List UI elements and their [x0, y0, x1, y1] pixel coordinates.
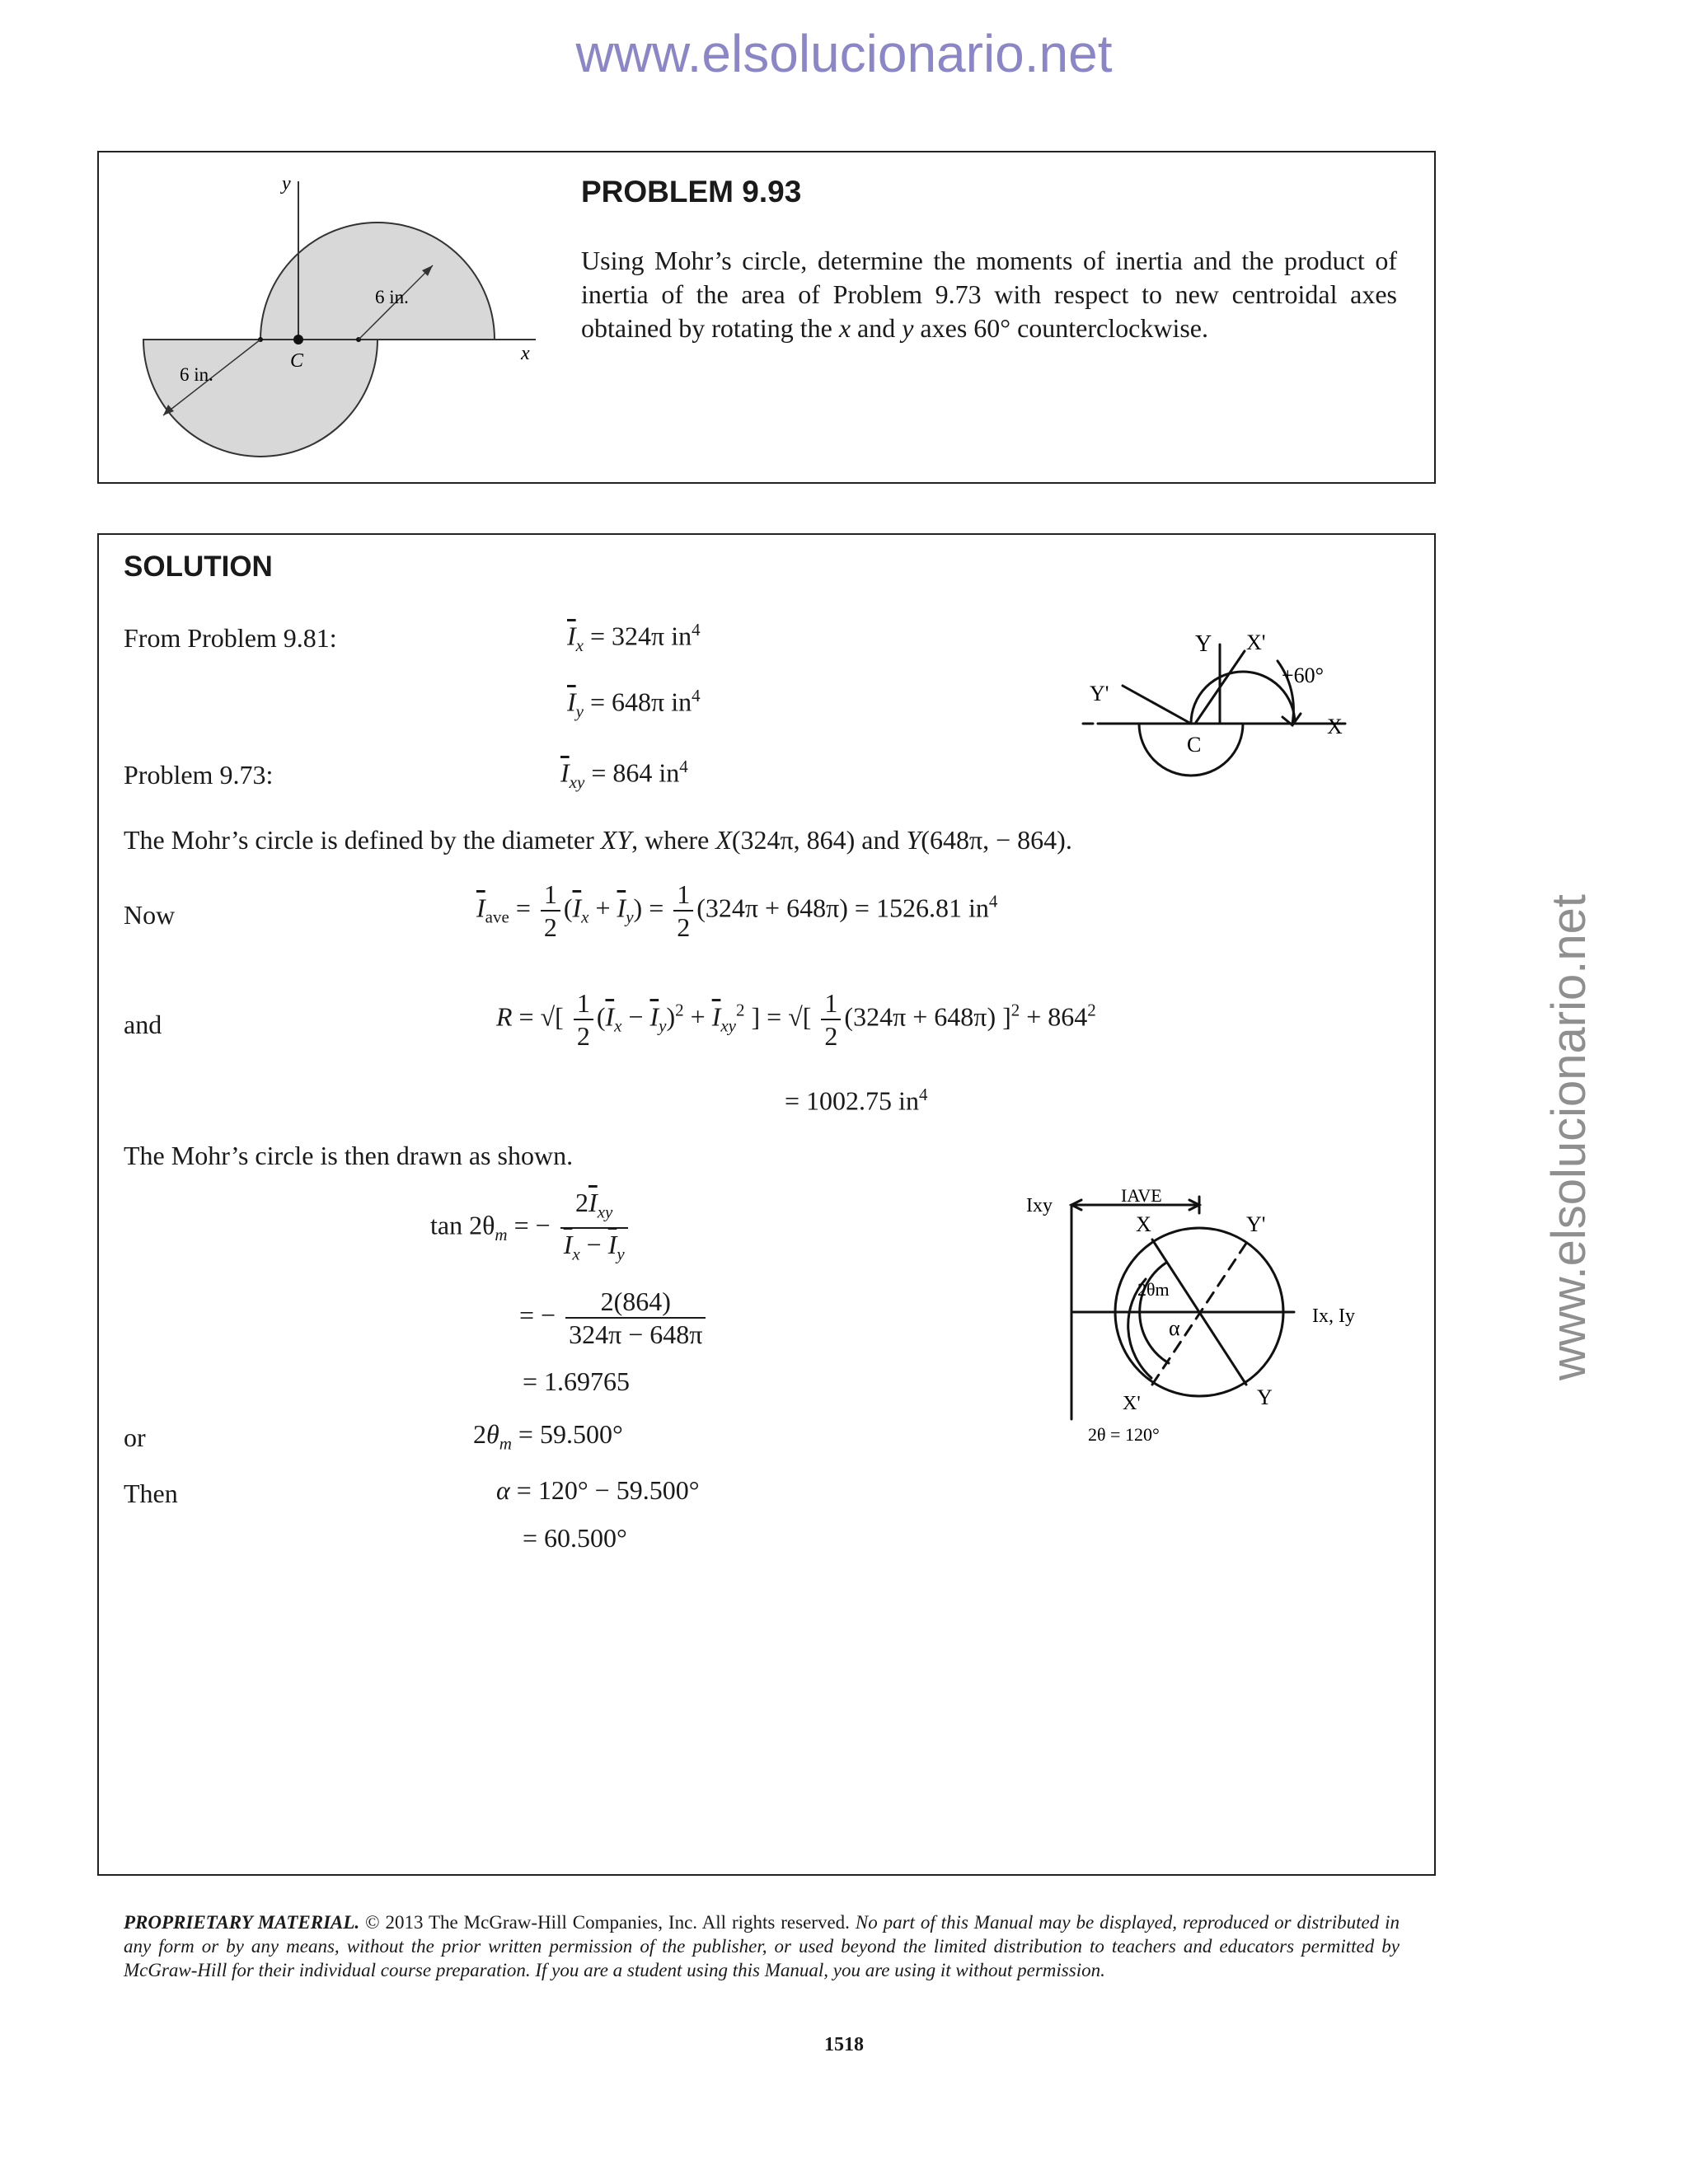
diameter-statement: The Mohr’s circle is defined by the diameter XY, where X(324π, 864) and Y(648π, − 864).	[124, 825, 1072, 855]
two-theta-equation: $2\theta_m = 59.500^\circ$	[473, 1419, 623, 1454]
from-label: From Problem 9.81:	[124, 623, 337, 653]
fig-dim-bottom: 6 in.	[180, 364, 213, 385]
ix-equation: $\overline{I}_x = 324\pi$ $in^4$	[567, 620, 701, 656]
drawn-statement: The Mohr’s circle is then drawn as shown.	[124, 1141, 574, 1170]
problem-title: PROBLEM 9.93	[581, 175, 802, 209]
sketch1-xp: X'	[1246, 630, 1266, 654]
tan-equation: $\tan 2\theta_m$ = − $\frac{2\overline{I}_{xy}}{\overline{I}_x - \overline{I}_y}$	[430, 1187, 631, 1270]
sketch2-yp: Y'	[1246, 1212, 1266, 1236]
watermark-top: www.elsolucionario.net	[575, 24, 1113, 83]
tan-numeric: = − $\frac{2(864)}{324\pi - 648\pi}$	[519, 1286, 709, 1350]
and-label: and	[124, 1010, 162, 1039]
copyright-footer: PROPRIETARY MATERIAL. © 2013 The McGraw-Hill Companies, Inc. All rights reserved. No part of this Manual may be displayed, reproduced or distributed in any form or by any means, without the prior written permission of the publisher, or used beyond the limited distribution to teachers and educators permitted by McGraw-Hill for their individual course preparation. If you are a student using this Manual, you are using it without permission.	[124, 1912, 1400, 1980]
sketch2-alpha: α	[1169, 1316, 1180, 1340]
tan-result: = 1.69765	[523, 1366, 631, 1396]
sketch2-iave: IAVE	[1121, 1185, 1162, 1206]
problem-statement: Using Mohr’s circle, determine the moments of inertia and the product of inertia of the area of Problem 9.73 with respect to new centroidal axes obtained by rotating the x and y axes 60° counterclockwise.	[581, 246, 1397, 343]
then-label: Then	[124, 1479, 178, 1508]
ixy-equation: $\overline{I}_{xy} = 864$ $in^4$	[560, 757, 688, 793]
sketch2-angle: 2θ = 120°	[1088, 1424, 1160, 1445]
sketch-mohr-circle	[1022, 1180, 1401, 1452]
sketch2-two-theta: 2θm	[1137, 1279, 1170, 1300]
sketch2-xp: X'	[1123, 1393, 1141, 1414]
sketch1-x: X	[1327, 715, 1343, 738]
iave-equation: $\overline{I}_{ave}$ = $\frac{1}{2}$ $(\overline{I}_x + \overline{I}_y)$ = $\frac{1}{2}$ (324π + 648π) = 1526.81 $in^4$	[476, 879, 998, 942]
page-number: 1518	[824, 2034, 864, 2055]
sketch2-x: X	[1136, 1212, 1151, 1236]
now-label: Now	[124, 900, 176, 930]
r-result: = 1002.75 $in^4$	[785, 1085, 928, 1116]
iy-equation: $\overline{I}_y = 648\pi$ $in^4$	[567, 686, 701, 722]
fig-y-label: y	[282, 173, 291, 194]
alpha-equation: α = 120° − 59.500°	[496, 1475, 700, 1505]
watermark-side: www.elsolucionario.net	[1542, 894, 1596, 1380]
alpha-result: = 60.500°	[523, 1523, 627, 1553]
fig-x-label: x	[521, 343, 530, 364]
problem-figure	[115, 165, 560, 470]
sketch-rotated-axes	[1071, 618, 1368, 783]
sketch1-yp: Y'	[1090, 682, 1109, 705]
fig-dim-top: 6 in.	[375, 287, 409, 307]
r-equation: R = √[ $\frac{1}{2}$ $(\overline{I}_x - \overline{I}_y)^2 + \overline{I}_{xy}^2$ ] = √[ $\frac{1}{2}$ (324π + 648π) ]$^2 + 864^2$	[496, 988, 1096, 1051]
or-label: or	[124, 1422, 146, 1452]
sketch1-y: Y	[1195, 631, 1212, 657]
problem-973-label: Problem 9.73:	[124, 760, 274, 790]
sketch2-ixiy: Ix, Iy	[1312, 1305, 1355, 1327]
sketch2-y: Y	[1257, 1385, 1273, 1409]
sketch2-ixy: Ixy	[1026, 1195, 1053, 1216]
sketch1-angle: +60°	[1282, 663, 1325, 687]
sketch1-c: C	[1187, 733, 1202, 757]
solution-title: SOLUTION	[124, 551, 273, 583]
fig-c-label: C	[290, 350, 304, 372]
